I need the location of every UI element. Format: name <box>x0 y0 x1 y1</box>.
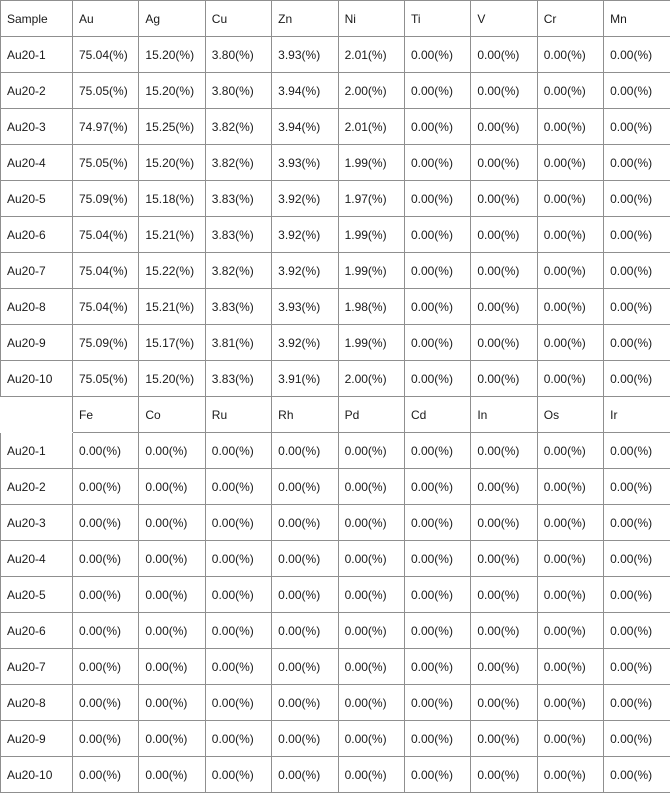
column-header-element: In <box>471 397 537 433</box>
cell-value: 0.00(%) <box>471 577 537 613</box>
row-label-sample: Au20-7 <box>1 253 73 289</box>
table-row <box>1 73 670 109</box>
table-row <box>1 289 670 325</box>
column-header-element: Zn <box>272 1 338 37</box>
cell-value: 0.00(%) <box>205 721 271 757</box>
cell-value: 0.00(%) <box>471 721 537 757</box>
table-row <box>1 721 670 757</box>
cell-value: 0.00(%) <box>404 109 470 145</box>
cell-value: 75.05(%) <box>73 145 139 181</box>
column-header-element: Os <box>537 397 603 433</box>
row-label-sample: Au20-7 <box>1 649 73 685</box>
cell-value: 0.00(%) <box>272 721 338 757</box>
cell-value: 0.00(%) <box>537 721 603 757</box>
cell-value: 0.00(%) <box>537 757 603 793</box>
column-header-element: Ti <box>404 1 470 37</box>
cell-value: 0.00(%) <box>537 217 603 253</box>
cell-value: 15.21(%) <box>139 289 205 325</box>
cell-value: 2.01(%) <box>338 37 404 73</box>
cell-value: 15.21(%) <box>139 217 205 253</box>
cell-value: 0.00(%) <box>537 361 603 397</box>
cell-value: 0.00(%) <box>471 145 537 181</box>
cell-value: 0.00(%) <box>537 433 603 469</box>
cell-value: 0.00(%) <box>604 109 670 145</box>
cell-value: 3.80(%) <box>205 73 271 109</box>
column-header-element: Rh <box>272 397 338 433</box>
cell-value: 0.00(%) <box>404 577 470 613</box>
cell-value: 0.00(%) <box>604 505 670 541</box>
table-header-row-1 <box>1 1 670 37</box>
cell-value: 0.00(%) <box>471 289 537 325</box>
cell-value: 0.00(%) <box>537 649 603 685</box>
cell-value: 0.00(%) <box>73 685 139 721</box>
cell-value: 0.00(%) <box>604 721 670 757</box>
table-row <box>1 253 670 289</box>
cell-value: 15.22(%) <box>139 253 205 289</box>
row-label-sample: Au20-1 <box>1 37 73 73</box>
table-row <box>1 109 670 145</box>
cell-value: 74.97(%) <box>73 109 139 145</box>
table-row <box>1 685 670 721</box>
cell-value: 15.20(%) <box>139 361 205 397</box>
cell-value: 0.00(%) <box>404 721 470 757</box>
cell-value: 0.00(%) <box>272 541 338 577</box>
cell-value: 3.83(%) <box>205 289 271 325</box>
table-row <box>1 613 670 649</box>
cell-value: 0.00(%) <box>604 541 670 577</box>
column-header-element: Ag <box>139 1 205 37</box>
cell-value: 0.00(%) <box>604 577 670 613</box>
cell-value: 3.92(%) <box>272 181 338 217</box>
cell-value: 3.93(%) <box>272 289 338 325</box>
table-row <box>1 181 670 217</box>
cell-value: 75.09(%) <box>73 181 139 217</box>
cell-value: 0.00(%) <box>272 757 338 793</box>
row-label-sample: Au20-6 <box>1 217 73 253</box>
cell-value: 0.00(%) <box>404 253 470 289</box>
cell-value: 0.00(%) <box>73 505 139 541</box>
row-label-sample: Au20-5 <box>1 181 73 217</box>
cell-value: 0.00(%) <box>537 145 603 181</box>
cell-value: 0.00(%) <box>338 649 404 685</box>
column-header-element: Fe <box>73 397 139 433</box>
cell-value: 3.93(%) <box>272 37 338 73</box>
cell-value: 0.00(%) <box>205 613 271 649</box>
cell-value: 0.00(%) <box>404 181 470 217</box>
cell-value: 75.05(%) <box>73 361 139 397</box>
cell-value: 0.00(%) <box>338 757 404 793</box>
cell-value: 0.00(%) <box>537 37 603 73</box>
cell-value: 0.00(%) <box>73 757 139 793</box>
cell-value: 0.00(%) <box>73 649 139 685</box>
cell-value: 0.00(%) <box>471 649 537 685</box>
cell-value: 0.00(%) <box>139 721 205 757</box>
cell-value: 0.00(%) <box>205 541 271 577</box>
cell-value: 0.00(%) <box>73 469 139 505</box>
cell-value: 0.00(%) <box>604 649 670 685</box>
row-label-sample: Au20-3 <box>1 505 73 541</box>
cell-value: 0.00(%) <box>604 469 670 505</box>
column-header-sample: Sample <box>1 1 73 37</box>
table-row <box>1 145 670 181</box>
cell-value: 0.00(%) <box>604 433 670 469</box>
cell-value: 0.00(%) <box>604 757 670 793</box>
cell-value: 0.00(%) <box>272 469 338 505</box>
cell-value: 0.00(%) <box>338 685 404 721</box>
cell-value: 1.99(%) <box>338 325 404 361</box>
cell-value: 0.00(%) <box>537 613 603 649</box>
cell-value: 3.92(%) <box>272 325 338 361</box>
cell-value: 0.00(%) <box>205 685 271 721</box>
row-label-sample: Au20-5 <box>1 577 73 613</box>
cell-value: 2.01(%) <box>338 109 404 145</box>
cell-value: 0.00(%) <box>338 541 404 577</box>
cell-value: 1.99(%) <box>338 253 404 289</box>
cell-value: 0.00(%) <box>139 577 205 613</box>
row-label-sample: Au20-4 <box>1 145 73 181</box>
cell-value: 0.00(%) <box>404 541 470 577</box>
row-label-sample: Au20-9 <box>1 721 73 757</box>
cell-value: 3.82(%) <box>205 109 271 145</box>
cell-value: 0.00(%) <box>404 469 470 505</box>
table-row <box>1 217 670 253</box>
cell-value: 3.81(%) <box>205 325 271 361</box>
row-label-sample: Au20-1 <box>1 433 73 469</box>
cell-value: 0.00(%) <box>338 433 404 469</box>
cell-value: 0.00(%) <box>471 505 537 541</box>
cell-value: 0.00(%) <box>205 577 271 613</box>
cell-value: 0.00(%) <box>404 325 470 361</box>
cell-value: 0.00(%) <box>205 433 271 469</box>
column-header-element: Cu <box>205 1 271 37</box>
cell-value: 3.82(%) <box>205 145 271 181</box>
column-header-element: Co <box>139 397 205 433</box>
cell-value: 0.00(%) <box>338 577 404 613</box>
cell-value: 1.99(%) <box>338 217 404 253</box>
cell-value: 0.00(%) <box>537 541 603 577</box>
cell-value: 0.00(%) <box>404 433 470 469</box>
cell-value: 3.80(%) <box>205 37 271 73</box>
cell-value: 0.00(%) <box>471 541 537 577</box>
cell-value: 0.00(%) <box>471 217 537 253</box>
column-header-element: Mn <box>604 1 670 37</box>
cell-value: 75.04(%) <box>73 253 139 289</box>
cell-value: 0.00(%) <box>537 289 603 325</box>
cell-value: 0.00(%) <box>139 685 205 721</box>
cell-value: 2.00(%) <box>338 73 404 109</box>
row-label-sample: Au20-8 <box>1 685 73 721</box>
cell-value: 0.00(%) <box>272 649 338 685</box>
column-header-element: Ru <box>205 397 271 433</box>
cell-value: 0.00(%) <box>404 757 470 793</box>
cell-value: 0.00(%) <box>139 469 205 505</box>
table-row <box>1 325 670 361</box>
cell-value: 0.00(%) <box>404 73 470 109</box>
cell-value: 3.91(%) <box>272 361 338 397</box>
row-label-sample: Au20-6 <box>1 613 73 649</box>
cell-value: 75.04(%) <box>73 217 139 253</box>
cell-value: 0.00(%) <box>404 613 470 649</box>
cell-value: 0.00(%) <box>604 685 670 721</box>
cell-value: 0.00(%) <box>205 649 271 685</box>
table-row <box>1 577 670 613</box>
cell-value: 75.05(%) <box>73 73 139 109</box>
cell-value: 0.00(%) <box>73 721 139 757</box>
row-label-sample: Au20-3 <box>1 109 73 145</box>
cell-value: 0.00(%) <box>471 361 537 397</box>
cell-value: 0.00(%) <box>471 181 537 217</box>
cell-value: 0.00(%) <box>537 181 603 217</box>
cell-value: 0.00(%) <box>272 505 338 541</box>
cell-value: 0.00(%) <box>338 613 404 649</box>
cell-value: 0.00(%) <box>404 145 470 181</box>
cell-value: 0.00(%) <box>73 433 139 469</box>
row-label-sample: Au20-8 <box>1 289 73 325</box>
cell-value: 0.00(%) <box>604 325 670 361</box>
cell-value: 0.00(%) <box>139 757 205 793</box>
cell-value: 0.00(%) <box>471 37 537 73</box>
cell-value: 0.00(%) <box>604 145 670 181</box>
cell-value: 0.00(%) <box>404 217 470 253</box>
cell-value: 0.00(%) <box>537 685 603 721</box>
cell-value: 0.00(%) <box>404 361 470 397</box>
row-label-sample: Au20-10 <box>1 757 73 793</box>
cell-value: 0.00(%) <box>338 505 404 541</box>
cell-value: 0.00(%) <box>604 181 670 217</box>
cell-value: 0.00(%) <box>537 73 603 109</box>
cell-value: 15.25(%) <box>139 109 205 145</box>
cell-value: 0.00(%) <box>205 469 271 505</box>
cell-value: 15.20(%) <box>139 37 205 73</box>
cell-value: 0.00(%) <box>604 217 670 253</box>
cell-value: 0.00(%) <box>537 577 603 613</box>
cell-value: 15.20(%) <box>139 145 205 181</box>
cell-value: 0.00(%) <box>272 613 338 649</box>
table-row <box>1 433 670 469</box>
cell-value: 0.00(%) <box>338 721 404 757</box>
cell-value: 0.00(%) <box>471 469 537 505</box>
column-header-element: V <box>471 1 537 37</box>
cell-value: 0.00(%) <box>471 613 537 649</box>
table-row <box>1 649 670 685</box>
table-row <box>1 37 670 73</box>
cell-value: 75.09(%) <box>73 325 139 361</box>
cell-value: 0.00(%) <box>471 325 537 361</box>
cell-value: 0.00(%) <box>404 289 470 325</box>
cell-value: 0.00(%) <box>139 613 205 649</box>
cell-value: 1.98(%) <box>338 289 404 325</box>
column-header-element: Cr <box>537 1 603 37</box>
cell-value: 0.00(%) <box>139 505 205 541</box>
cell-value: 0.00(%) <box>604 613 670 649</box>
cell-value: 0.00(%) <box>139 433 205 469</box>
cell-value: 0.00(%) <box>604 73 670 109</box>
column-header-element: Ni <box>338 1 404 37</box>
cell-value: 0.00(%) <box>537 325 603 361</box>
cell-value: 75.04(%) <box>73 289 139 325</box>
cell-value: 3.92(%) <box>272 253 338 289</box>
table-row <box>1 469 670 505</box>
table-header-row-2 <box>1 397 670 433</box>
cell-value: 0.00(%) <box>205 505 271 541</box>
cell-value: 0.00(%) <box>471 433 537 469</box>
table-row <box>1 361 670 397</box>
cell-value: 0.00(%) <box>604 361 670 397</box>
cell-value: 3.94(%) <box>272 109 338 145</box>
cell-value: 0.00(%) <box>205 757 271 793</box>
cell-value: 3.83(%) <box>205 361 271 397</box>
cell-value: 0.00(%) <box>404 505 470 541</box>
cell-value: 0.00(%) <box>404 685 470 721</box>
cell-value: 0.00(%) <box>73 541 139 577</box>
cell-value: 0.00(%) <box>604 289 670 325</box>
cell-value: 15.18(%) <box>139 181 205 217</box>
cell-value: 0.00(%) <box>537 109 603 145</box>
table-row <box>1 505 670 541</box>
cell-value: 15.17(%) <box>139 325 205 361</box>
cell-value: 0.00(%) <box>73 577 139 613</box>
row-label-sample: Au20-4 <box>1 541 73 577</box>
cell-value: 3.83(%) <box>205 217 271 253</box>
cell-value: 0.00(%) <box>272 433 338 469</box>
cell-value: 75.04(%) <box>73 37 139 73</box>
cell-value: 0.00(%) <box>471 73 537 109</box>
cell-value: 0.00(%) <box>471 109 537 145</box>
cell-value: 0.00(%) <box>537 253 603 289</box>
column-header-blank <box>1 397 73 433</box>
cell-value: 0.00(%) <box>139 649 205 685</box>
table-row <box>1 757 670 793</box>
cell-value: 1.99(%) <box>338 145 404 181</box>
row-label-sample: Au20-9 <box>1 325 73 361</box>
cell-value: 0.00(%) <box>404 37 470 73</box>
cell-value: 3.94(%) <box>272 73 338 109</box>
cell-value: 0.00(%) <box>537 505 603 541</box>
row-label-sample: Au20-2 <box>1 469 73 505</box>
cell-value: 3.83(%) <box>205 181 271 217</box>
cell-value: 2.00(%) <box>338 361 404 397</box>
cell-value: 0.00(%) <box>604 253 670 289</box>
cell-value: 0.00(%) <box>139 541 205 577</box>
cell-value: 0.00(%) <box>73 613 139 649</box>
cell-value: 3.82(%) <box>205 253 271 289</box>
cell-value: 0.00(%) <box>272 577 338 613</box>
cell-value: 3.92(%) <box>272 217 338 253</box>
row-label-sample: Au20-10 <box>1 361 73 397</box>
cell-value: 0.00(%) <box>404 649 470 685</box>
cell-value: 1.97(%) <box>338 181 404 217</box>
table-row <box>1 541 670 577</box>
row-label-sample: Au20-2 <box>1 73 73 109</box>
cell-value: 0.00(%) <box>471 685 537 721</box>
cell-value: 0.00(%) <box>471 757 537 793</box>
cell-value: 0.00(%) <box>471 253 537 289</box>
cell-value: 0.00(%) <box>604 37 670 73</box>
column-header-element: Pd <box>338 397 404 433</box>
column-header-element: Ir <box>604 397 670 433</box>
column-header-element: Cd <box>404 397 470 433</box>
column-header-element: Au <box>73 1 139 37</box>
cell-value: 15.20(%) <box>139 73 205 109</box>
cell-value: 0.00(%) <box>537 469 603 505</box>
cell-value: 3.93(%) <box>272 145 338 181</box>
cell-value: 0.00(%) <box>338 469 404 505</box>
cell-value: 0.00(%) <box>272 685 338 721</box>
